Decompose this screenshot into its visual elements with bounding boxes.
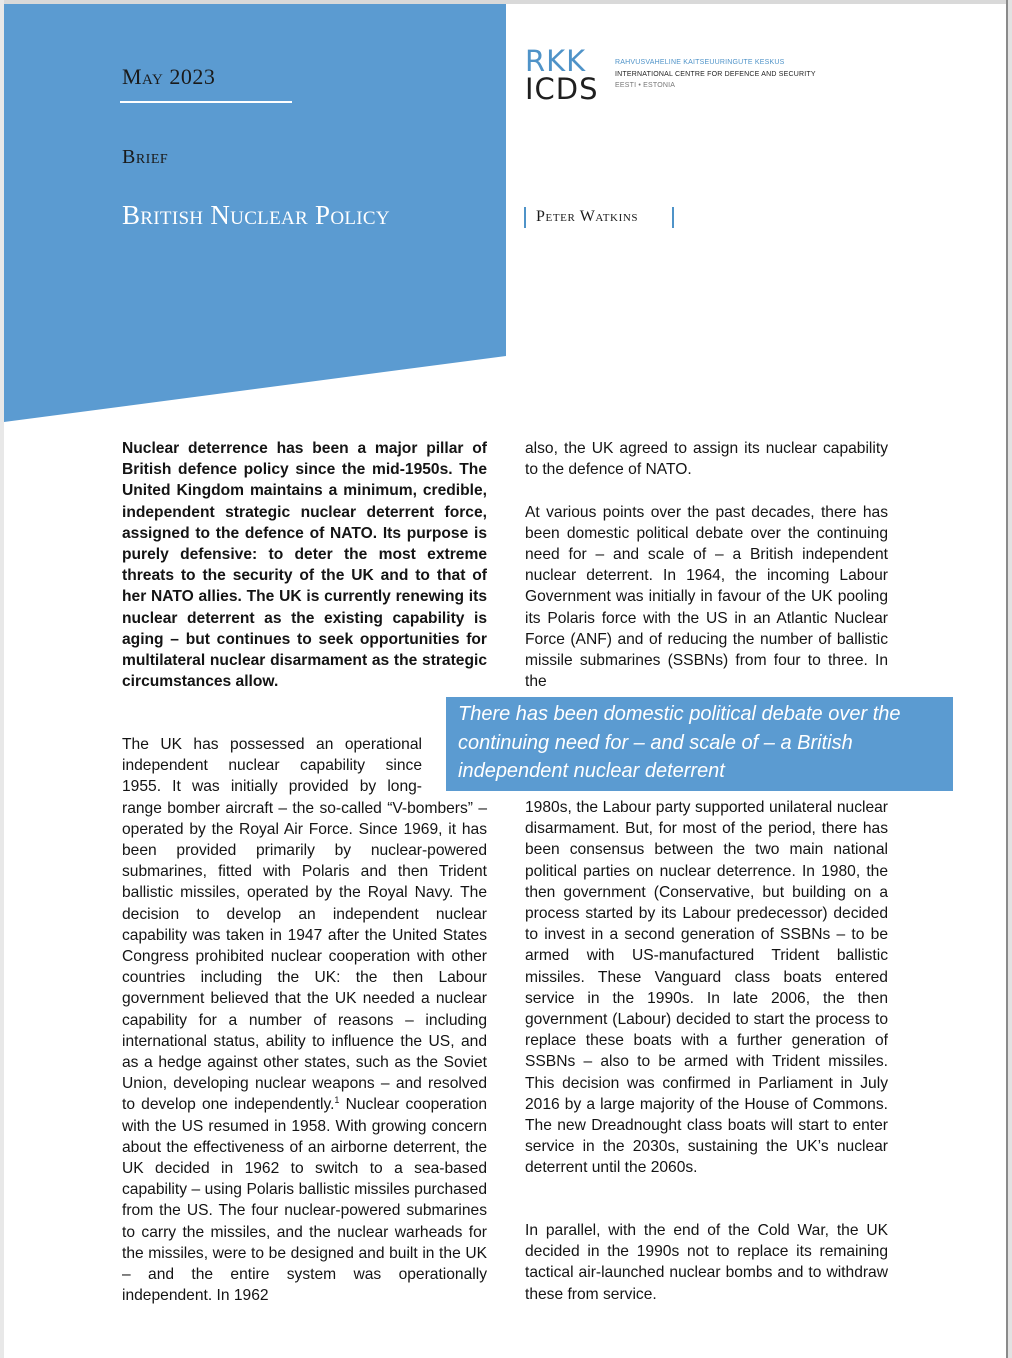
author-name: Peter Watkins <box>536 208 639 225</box>
body-paragraph: In parallel, with the end of the Cold War, the UK decided in the 1990s not to replace its remaining tactical air-launched nuclear bombs and to withdraw these from service. <box>525 1222 888 1303</box>
body-paragraph: 1980s, the Labour party supported unilateral nuclear disarmament. But, for most of the period, there has been consensus between the two main national political parties on nuclear deterrence. In 1980, the then government (Conservative, but building on a process started by its Labour predecessor) decided to invest in a second generation of SSBNs – to be armed with US-manufactured Trident ballistic missiles. These Vanguard class boats entered service in the 1990s. In late 2006, the then government (Labour) decided to start the process to replace these boats with a further generation of SSBNs – also to be armed with Trident missiles. This decision was confirmed in Parliament in July 2016 by a large majority of the House of Commons. The new Dreadnought class boats will start to enter service in the 2030s, sustaining the UK’s nuclear deterrent until the 2060s. <box>525 799 888 1177</box>
paragraph-gap <box>525 480 888 501</box>
document-title: British Nuclear Policy <box>122 200 390 230</box>
page-right-border <box>1008 0 1012 1358</box>
pull-quote <box>446 697 953 791</box>
right-body-continued <box>525 797 888 1179</box>
lead-paragraph <box>122 438 487 692</box>
logo-tagline-estonian: RAHVUSVAHELINE KAITSEUURINGUTE KESKUS <box>615 59 785 66</box>
left-body-column <box>122 734 487 1306</box>
wrapped-line: 1955. It was initially provided by long- <box>122 778 422 796</box>
author-divider-left <box>524 207 526 228</box>
logo-tagline-english: INTERNATIONAL CENTRE FOR DEFENCE AND SECURITY <box>615 71 816 78</box>
right-body-final <box>525 1220 888 1305</box>
body-text: Nuclear cooperation with the US resumed in 1958. With growing concern about the effectiveness of an airborne deterrent, the UK decided in 1962 to switch to a sea-based capability – using Polaris ballistic missiles purchased from the US. The four nuclear-powered submarines to carry the missiles, and the nuclear warheads for the missiles, were to be designed and built in the UK – and the entire system was operationally independent. In 1962 <box>122 1096 487 1305</box>
body-paragraph <box>122 798 487 1307</box>
logo-icds-text: ICDS <box>525 72 599 106</box>
logo-tagline-country: EESTI • ESTONIA <box>615 82 676 89</box>
footnote-marker[interactable]: 1 <box>334 1095 340 1106</box>
body-paragraph: also, the UK agreed to assign its nuclear capability to the defence of NATO. <box>525 440 888 479</box>
body-text: range bomber aircraft – the so-called “V-bombers” – operated by the Royal Air Force. Since 1969, it has been provided primarily by nuclear-powered submarines, fitted with Polaris and then Trident ballistic missiles, operated by the Royal Navy. The decision to develop an independent nuclear capability was taken in 1947 after the United States Congress prohibited nuclear cooperation with other countries including the UK: the then Labour government believed that the UK needed a nuclear capability for a number of reasons – including international status, ability to influence the US, and as a hedge against other states, such as the Soviet Union, developing nuclear weapons – and resolved to develop one independently. <box>122 799 487 1114</box>
pull-quote-text: There has been domestic political debate over the continuing need for – and scale of – a British independent nuclear deterrent <box>458 703 901 782</box>
lead-text: Nuclear deterrence has been a major pillar of British defence policy since the mid-1950s. The United Kingdom maintains a minimum, credible, independent strategic nuclear deterrent force, assigned to the defence of NATO. Its purpose is purely defensive: to deter the most extreme threats to the security of the UK and to that of her NATO allies. The UK is currently renewing its nuclear deterrent as the existing capability is aging – but continues to seek opportunities for multilateral nuclear disarmament as the strategic circumstances allow. <box>122 440 487 691</box>
wrapped-line: The UK has possessed an operational <box>122 736 422 753</box>
wrapped-line: independent nuclear capability since <box>122 757 422 775</box>
body-paragraph: At various points over the past decades, there has been domestic political debate over the continuing need for – and scale of – a British independent nuclear deterrent. In 1964, the incoming Labour Government was initially in favour of the UK pooling its Polaris force with the US in an Atlantic Nuclear Force (ANF) and of reducing the number of ballistic missile submarines (SSBNs) from four to three. In the <box>525 503 888 691</box>
logo-rkk-text: RKK <box>525 44 587 78</box>
publication-date: May 2023 <box>122 64 216 89</box>
right-body-column <box>525 438 888 692</box>
author-divider-right <box>672 207 674 228</box>
document-type: Brief <box>122 146 169 168</box>
date-underline <box>120 101 292 103</box>
